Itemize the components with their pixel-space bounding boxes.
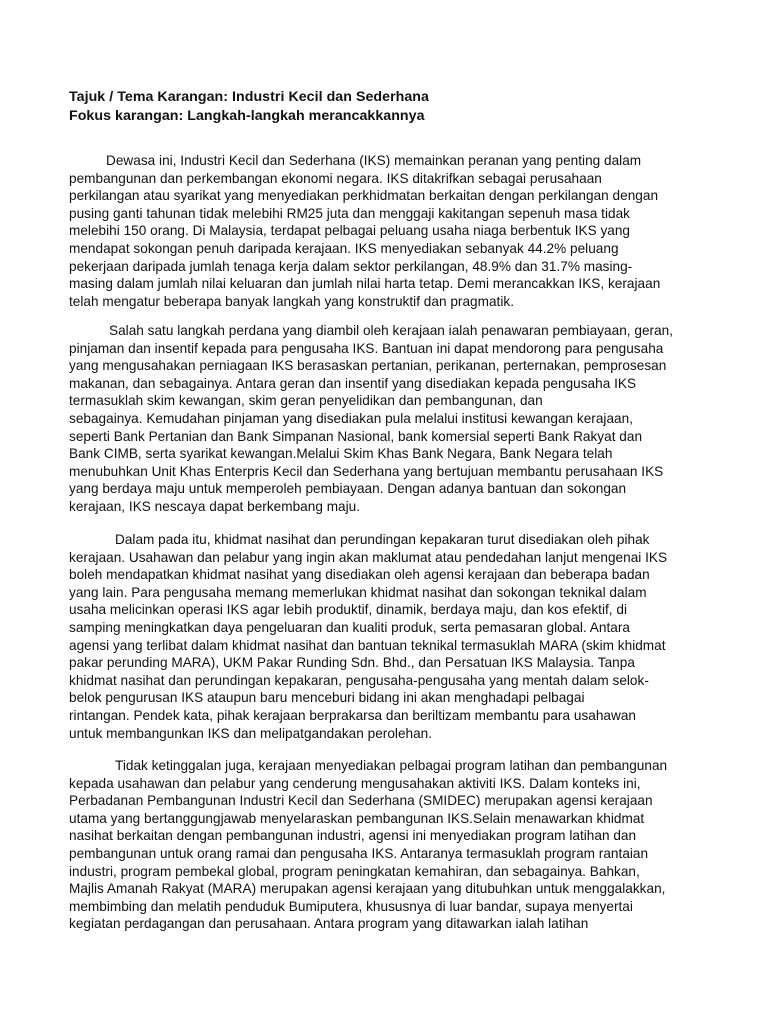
paragraph-line: masing dalam jumlah nilai keluaran dan jumlah nilai harta tetap. Demi merancakkan IKS, kerajaan <box>69 276 661 292</box>
paragraph-line: belok pengurusan IKS ataupun baru menceburi bidang ini akan menghadapi pelbagai <box>69 690 585 706</box>
paragraph-line: yang berdaya maju untuk memperoleh pembiayaan. Dengan adanya bantuan dan sokongan <box>69 481 627 497</box>
paragraph-line: Dewasa ini, Industri Kecil dan Sederhana (IKS) memainkan peranan yang penting dalam <box>106 153 642 168</box>
paragraph-line: kepada usahawan dan pelabur yang cenderung mengusahakan aktiviti IKS. Dalam konteks ini, <box>69 775 641 791</box>
paragraph-line: sebagainya. Kemudahan pinjaman yang disediakan pula melalui institusi kewangan kerajaan, <box>69 410 634 426</box>
paragraph-line: pembangunan dan perkembangan ekonomi negara. IKS ditakrifkan sebagai perusahaan <box>69 170 602 186</box>
paragraph-line: telah mengatur beberapa banyak langkah yang konstruktif dan pragmatik. <box>69 293 514 309</box>
paragraph-line: agensi yang terlibat dalam khidmat nasihat dan bantuan teknikal termasuklah MARA (skim khidmat <box>69 637 666 653</box>
paragraph-4 <box>69 757 709 933</box>
paragraph-line: seperti Bank Pertanian dan Bank Simpanan Nasional, bank komersial seperti Bank Rakyat dan <box>69 428 643 444</box>
paragraph-line: Dalam pada itu, khidmat nasihat dan perundingan kepakaran turut disediakan oleh pihak <box>115 532 650 547</box>
paragraph-2 <box>69 322 709 516</box>
paragraph-line: kerajaan, IKS nescaya dapat berkembang maju. <box>69 498 361 514</box>
paragraph-line: utama yang bertanggungjawab menyelaraskan pembangunan IKS.Selain menawarkan khidmat <box>69 810 645 826</box>
paragraph-line: Bank CIMB, serta syarikat kewangan.Melalui Skim Khas Bank Negara, Bank Negara telah <box>69 446 613 462</box>
paragraph-line: pinjaman dan insentif kepada para pengusaha IKS. Bantuan ini dapat mendorong para pengusaha <box>69 340 664 356</box>
paragraph-line: samping meningkatkan daya pengeluaran dan kualiti produk, serta pemasaran global. Antara <box>69 619 630 635</box>
paragraph-line: pakar perunding MARA), UKM Pakar Runding Sdn. Bhd., dan Persatuan IKS Malaysia. Tanpa <box>69 655 635 671</box>
paragraph-line: boleh mendapatkan khidmat nasihat yang disediakan oleh agensi kerajaan dan beberapa badan <box>69 567 650 583</box>
paragraph-line: membimbing dan melatih penduduk Bumiputera, khususnya di luar bandar, supaya menyertai <box>69 898 633 914</box>
paragraph-line: mendapat sokongan penuh daripada kerajaan. IKS menyediakan sebanyak 44.2% peluang <box>69 240 619 256</box>
paragraph-line: industri, program pembekal global, program peningkatan kemahiran, dan sebagainya. Bahkan, <box>69 863 640 879</box>
paragraph-line: yang mengusahakan perniagaan IKS berasaskan pertanian, perikanan, perternakan, pemprosesan <box>69 358 667 374</box>
document-focus: Fokus karangan: Langkah-langkah merancakkannya <box>69 108 425 124</box>
paragraph-line: pembangunan untuk orang ramai dan pengusaha IKS. Antaranya termasuklah program rantaian <box>69 845 649 861</box>
paragraph-line: makanan, dan sebagainya. Antara geran dan insentif yang disediakan kepada pengusaha IKS <box>69 375 637 391</box>
document-title: Tajuk / Tema Karangan: Industri Kecil dan Sederhana <box>69 89 429 105</box>
paragraph-line: pekerjaan daripada jumlah tenaga kerja dalam sektor perkilangan, 48.9% dan 31.7% masing- <box>69 258 633 274</box>
paragraph-line: Tidak ketinggalan juga, kerajaan menyediakan pelbagai program latihan dan pembangunan <box>115 758 668 773</box>
paragraph-line: menubuhkan Unit Khas Enterpris Kecil dan Sederhana yang bertujuan membantu perusahaan IKS <box>69 463 664 479</box>
paragraph-line: kerajaan. Usahawan dan pelabur yang ingin akan maklumat atau pendedahan lanjut mengenai IKS <box>69 549 668 565</box>
paragraph-line: nasihat berkaitan dengan pembangunan industri, agensi ini menyediakan program latihan dan <box>69 828 637 844</box>
paragraph-line: kegiatan perdagangan dan perusahaan. Antara program yang ditawarkan ialah latihan <box>69 916 589 932</box>
paragraph-1 <box>69 152 709 310</box>
paragraph-line: melebihi 150 orang. Di Malaysia, terdapat pelbagai peluang usaha niaga berbentuk IKS yang <box>69 223 631 239</box>
paragraph-line: yang lain. Para pengusaha memang memerlukan khidmat nasihat dan sokongan teknikal dalam <box>69 584 647 600</box>
paragraph-line: Salah satu langkah perdana yang diambil oleh kerajaan ialah penawaran pembiayaan, geran, <box>109 323 674 338</box>
paragraph-line: Majlis Amanah Rakyat (MARA) merupakan agensi kerajaan yang ditubuhkan untuk menggalakkan, <box>69 881 666 897</box>
paragraph-line: khidmat nasihat dan perundingan kepakaran, pengusaha-pengusaha yang mentah dalam selok- <box>69 672 649 688</box>
paragraph-3 <box>69 531 709 742</box>
paragraph-line: termasuklah skim kewangan, skim geran penyelidikan dan pembangunan, dan <box>69 393 543 409</box>
paragraph-line: usaha melicinkan operasi IKS agar lebih produktif, dinamik, berdaya maju, dan kos efektif, di <box>69 602 627 618</box>
paragraph-line: Perbadanan Pembangunan Industri Kecil dan Sederhana (SMIDEC) merupakan agensi kerajaan <box>69 793 653 809</box>
paragraph-line: pusing ganti tahunan tidak melebihi RM25 juta dan menggaji kakitangan sepenuh masa tidak <box>69 205 630 221</box>
paragraph-line: perkilangan atau syarikat yang menyediakan perkhidmatan berkaitan dengan perkilangan dengan <box>69 188 659 204</box>
paragraph-line: rintangan. Pendek kata, pihak kerajaan berprakarsa dan beriltizam membantu para usahawan <box>69 707 636 723</box>
paragraph-line: untuk membangunkan IKS dan melipatgandakan perolehan. <box>69 725 433 741</box>
